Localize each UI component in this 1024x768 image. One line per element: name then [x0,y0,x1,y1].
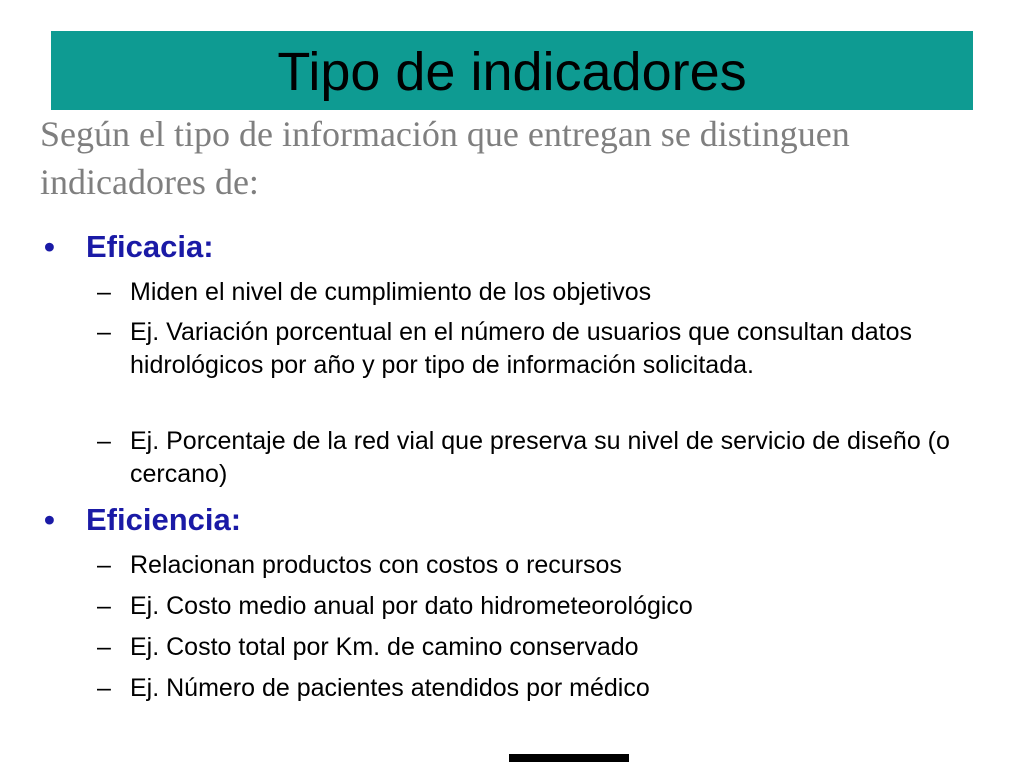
list-item-text: Ej. Número de pacientes atendidos por médico [130,674,650,702]
dash-icon: – [97,318,111,346]
dash-icon: – [97,674,111,702]
dash-icon: – [97,551,111,579]
dash-icon: – [97,278,111,306]
list-item-text: Relacionan productos con costos o recursos [130,551,622,579]
slide-title: Tipo de indicadores [277,42,747,102]
title-bar [51,31,973,110]
bullet-icon: • [44,229,55,264]
list-item-text: Miden el nivel de cumplimiento de los objetivos [130,278,652,306]
dash-icon: – [97,592,111,620]
dash-icon: – [97,633,111,661]
list-item-text: Ej. Costo medio anual por dato hidrometeorológico [130,592,693,620]
section-heading-label: Eficacia: [86,229,214,264]
list-item-text: Ej. Costo total por Km. de camino conservado [130,633,639,661]
slide-subtitle: Según el tipo de información que entregan se distinguen indicadores de: [40,114,850,202]
list-item-text: Ej. Porcentaje de la red vial que preserva su nivel de servicio de diseño (o cercano) [130,427,950,488]
bullet-icon: • [44,502,55,537]
section-heading-label: Eficiencia: [86,502,242,537]
decorative-underline [509,754,629,762]
list-item-text: Ej. Variación porcentual en el número de usuarios que consultan datos hidrológicos por año y por tipo de información solicitada. [130,318,912,379]
dash-icon: – [97,427,111,455]
